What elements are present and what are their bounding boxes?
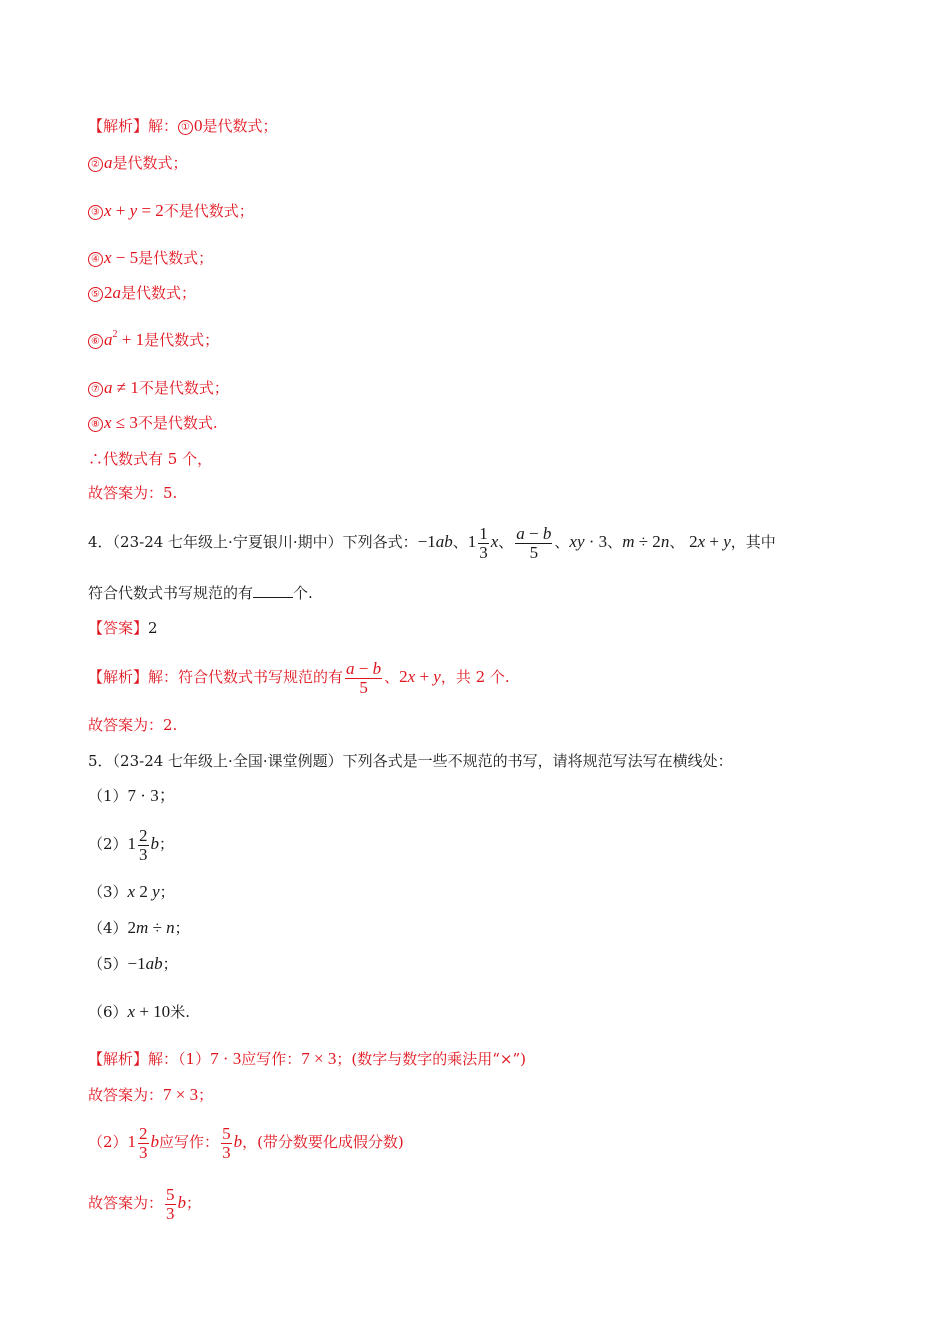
circled-number: ⑦ (88, 382, 103, 397)
q3-analysis-item6: ⑥ $a^2 + 1$是代数式； (88, 330, 219, 350)
circled-number: ⑧ (88, 417, 103, 432)
q4-analysis: 【解析】解：符合代数式书写规范的有 $\frac{a - b}{5}$ 、2x + y，共 2 个. (88, 658, 510, 697)
answer-blank[interactable] (253, 583, 293, 598)
circled-number: ① (178, 120, 193, 135)
circled-number: ② (88, 157, 103, 172)
question-source: （23-24 七年级上·宁夏银川·期中） (112, 533, 343, 551)
question-source: （23-24 七年级上·全国·课堂例题） (112, 752, 343, 770)
q4-stem-line2: 符合代数式书写规范的有 个. (88, 584, 313, 602)
q5-item-2: （2）1 $\frac{2}{3}$ b； (88, 825, 175, 864)
circled-number: ④ (88, 252, 103, 267)
q3-analysis-item7: ⑦ a ≠ 1不是代数式； (88, 378, 229, 398)
q3-analysis-item4: ④ x − 5是代数式； (88, 248, 213, 268)
circled-number: ⑥ (88, 334, 103, 349)
q5-item-5: （5）−1ab； (88, 954, 178, 973)
q5-item-3: （3）x 2 y； (88, 882, 175, 901)
question-number: 5． (88, 752, 113, 770)
q5-item-1: （1）7 · 3； (88, 786, 176, 805)
circled-number: ⑤ (88, 287, 103, 302)
q5-item-4: （4）2m ÷ n； (88, 918, 190, 937)
q3-final-answer: 故答案为：5. (88, 484, 178, 502)
q4-stem: 4．（23-24 七年级上·宁夏银川·期中）下列各式：−1ab、1 $\frac{1}{3}$ x、 $\frac{a - b}{5}$ 、xy · 3、m ÷ 2n、 2x + y，其中 (88, 523, 776, 562)
answer-tag: 【答案】 (88, 619, 149, 637)
q5-final-2: 故答案为： $\frac{5}{3}$ b； (88, 1184, 202, 1223)
q3-analysis-item5: ⑤ 2a是代数式； (88, 283, 196, 303)
q3-analysis-line1: 【解析】解： ① 0是代数式； (88, 116, 278, 135)
circled-number: ③ (88, 205, 103, 220)
q4-answer (88, 618, 158, 638)
analysis-tag: 【解析】 (88, 117, 149, 135)
question-number: 4． (88, 533, 113, 551)
answer-value: 2 (148, 619, 158, 637)
q5-item-6: （6）x + 10米. (88, 1002, 190, 1021)
q5-stem: 5．（23-24 七年级上·全国·课堂例题）下列各式是一些不规范的书写，请将规范写法写在横线处： (88, 752, 733, 770)
q5-analysis-2: （2）1 $\frac{2}{3}$ b应写作： $\frac{5}{3}$ b，(带分数要化成假分数) (88, 1123, 404, 1162)
q5-final-1: 故答案为：7 × 3； (88, 1085, 214, 1104)
q5-analysis-1: 【解析】解：（1）7 · 3应写作：7 × 3；(数字与数字的乘法用“×”) (88, 1049, 526, 1068)
q4-final-answer: 故答案为：2. (88, 716, 178, 734)
q3-therefore: ∴代数式有 5 个， (88, 450, 213, 468)
q3-analysis-item8: ⑧ x ≤ 3不是代数式. (88, 413, 218, 433)
q3-analysis-item3: ③ x + y = 2不是代数式； (88, 201, 254, 221)
q3-analysis-item2: ② a是代数式； (88, 153, 188, 173)
